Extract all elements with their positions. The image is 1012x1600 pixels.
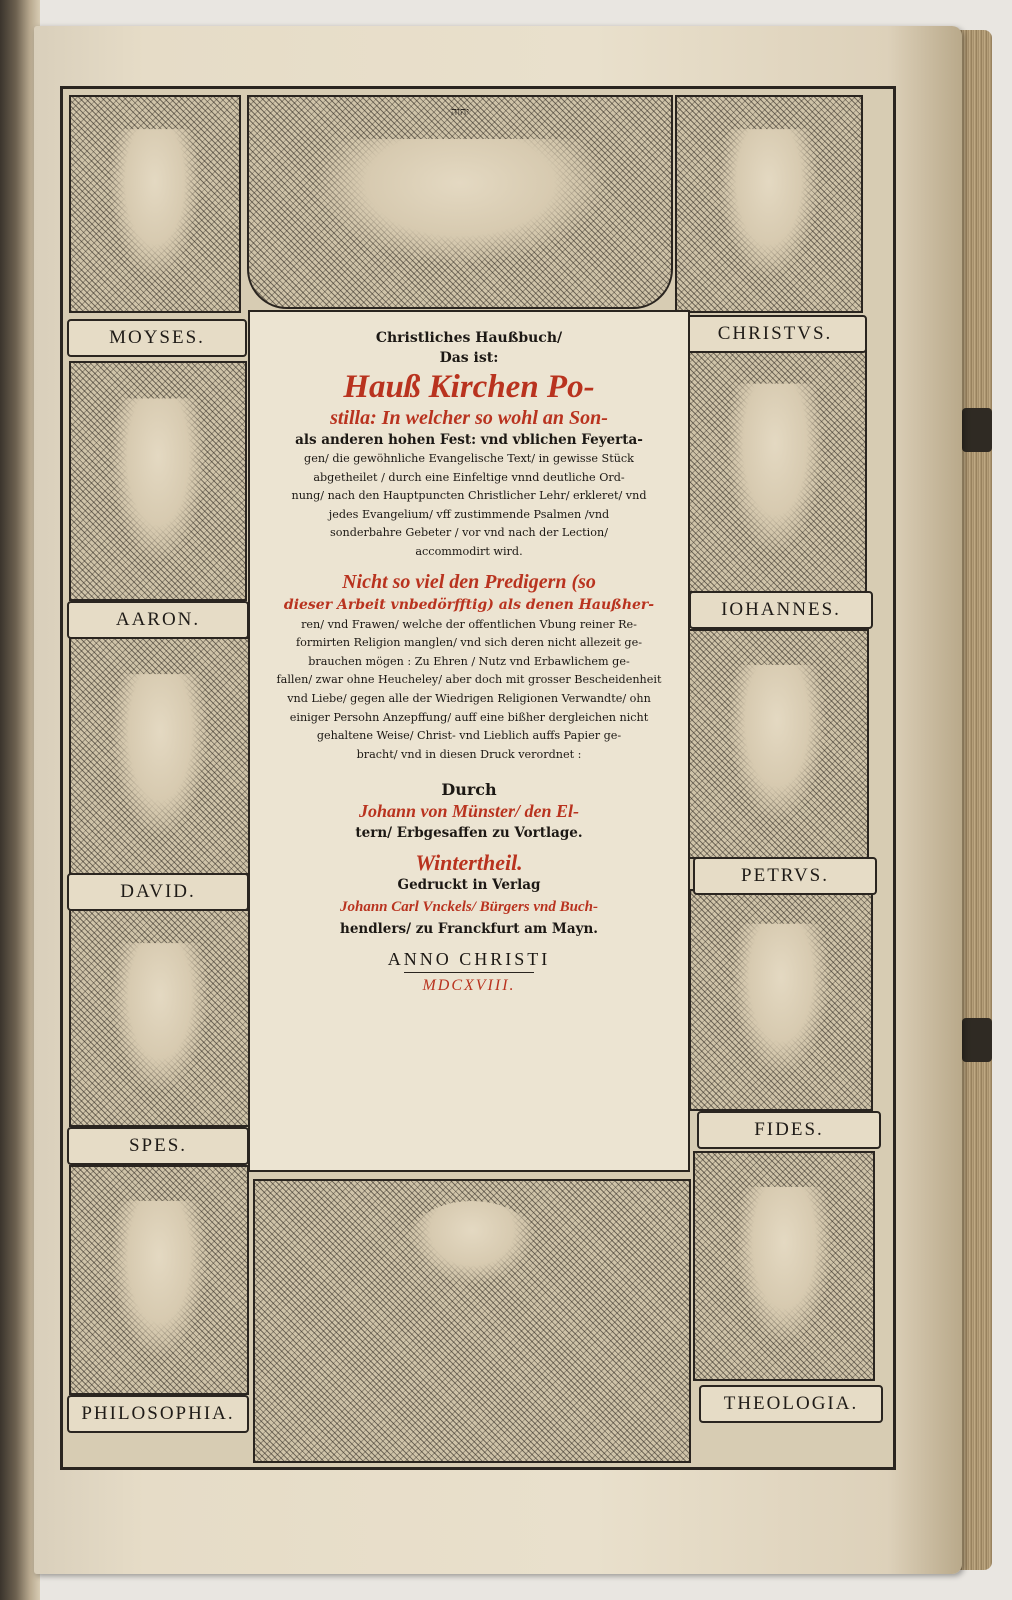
title-line-3: als anderen hohen Fest: vnd vblichen Feyerta-: [295, 432, 643, 448]
label-fides: FIDES.: [697, 1111, 881, 1149]
book-clasp-top: [962, 408, 992, 452]
book-clasp-bottom: [962, 1018, 992, 1062]
figure-moyses: [109, 129, 201, 279]
figure-aaron: [110, 398, 206, 563]
title-line-1: Christliches Haußbuch/: [375, 330, 563, 346]
author-line-2: tern/ Erbgesaffen zu Vortlage.: [355, 825, 583, 842]
durch: Durch: [441, 780, 497, 800]
label-theologia: THEOLOGIA.: [699, 1385, 883, 1423]
panel-theologia: [693, 1151, 875, 1381]
subtitle-red-2: dieser Arbeit vnbedörfftig) als denen Haußher-: [283, 596, 655, 613]
subtitle-text-1: formirten Religion manglen/ vnd sich deren nicht allezeit ge-: [295, 636, 642, 650]
figure-spes: [111, 943, 209, 1093]
anno-christi: ANNO CHRISTI: [387, 949, 551, 970]
title-text-2: nung/ nach den Hauptpuncten Christlicher Lehr/ erkleret/ vnd: [291, 489, 647, 503]
title-text-1: abgetheilet / durch eine Einfeltige vnnd deutliche Ord-: [313, 470, 625, 484]
label-philosophia: PHILOSOPHIA.: [67, 1395, 249, 1433]
part-name: Wintertheil.: [415, 850, 523, 876]
panel-aaron: [69, 361, 247, 601]
printer-line-2: hendlers/ zu Franckfurt am Mayn.: [340, 921, 598, 938]
hebrew-inscription-top: יהוה: [450, 105, 470, 118]
figure-petrus: [728, 665, 827, 823]
panel-spes: [69, 909, 251, 1127]
subtitle-text-0: ren/ vnd Frawen/ welche der offentlichen Vbung reiner Re-: [301, 617, 637, 631]
label-iohannes: IOHANNES.: [689, 591, 873, 629]
title-block: [248, 310, 690, 1172]
panel-iohannes: [683, 345, 867, 593]
figure-theologia: [735, 1187, 833, 1345]
label-aaron: AARON.: [67, 601, 249, 639]
figure-philosophia: [111, 1201, 208, 1359]
title-text-5: accommodirt wird.: [415, 544, 523, 558]
figure-heavenly-host: [312, 139, 607, 265]
panel-david: [69, 637, 251, 875]
figure-david: [111, 674, 209, 838]
label-moyses: MOYSES.: [67, 319, 247, 357]
year-roman: MDCXVIII.: [422, 977, 516, 995]
subtitle-text-7: bracht/ vnd in diesen Druck verordnet :: [356, 747, 582, 761]
printed-by: Gedruckt in Verlag: [397, 877, 541, 894]
title-main-2: stilla: In welcher so wohl an Son-: [330, 407, 608, 429]
subtitle-text-2: brauchen mögen : Zu Ehren / Nutz vnd Erbawlichem ge-: [308, 654, 630, 668]
subtitle-text-4: vnd Liebe/ gegen alle der Wiedrigen Religionen Verwandte/ ohn: [287, 691, 651, 705]
figure-celestial-sphere: [407, 1201, 537, 1285]
subtitle-text-6: gehaltene Weise/ Christ- vnd Lieblich auffs Papier ge-: [316, 729, 622, 743]
author-line-1: Johann von Münster/ den El-: [358, 801, 580, 822]
panel-philosophia: [69, 1165, 249, 1395]
subtitle-text-5: einiger Persohn Anzepffung/ auff eine bißher dergleichen nicht: [289, 710, 649, 724]
divider-rule: [404, 972, 534, 973]
figure-christus: [718, 129, 819, 279]
title-main-1: Hauß Kirchen Po-: [343, 369, 595, 405]
label-spes: SPES.: [67, 1127, 249, 1165]
subtitle-text-3: fallen/ zwar ohne Heucheley/ aber doch mit grosser Bescheidenheit: [276, 673, 662, 687]
panel-fides: [689, 889, 873, 1111]
panel-moyses: [69, 95, 241, 313]
title-line-2: Das ist:: [439, 350, 499, 366]
panel-top-heavenly-scene: [247, 95, 673, 309]
panel-christus: [675, 95, 863, 313]
label-david: DAVID.: [67, 873, 249, 911]
panel-petrus: [685, 629, 869, 859]
printer-line-1: Johann Carl Vnckels/ Bürgers vnd Buch-: [340, 899, 598, 916]
figure-iohannes: [726, 384, 825, 555]
title-text-4: sonderbahre Gebeter / vor vnd nach der Lection/: [330, 526, 608, 540]
title-text-3: jedes Evangelium/ vff zustimmende Psalmen /vnd: [328, 507, 610, 521]
label-christus: CHRISTVS.: [683, 315, 867, 353]
page-edges: [958, 30, 992, 1570]
figure-fides: [732, 924, 831, 1077]
label-petrus: PETRVS.: [693, 857, 877, 895]
subtitle-red-1: Nicht so viel den Predigern (so: [342, 570, 596, 593]
title-text-0: gen/ die gewöhnliche Evangelische Text/ in gewisse Stück: [304, 452, 634, 465]
panel-bottom-cosmic-scene: [253, 1179, 691, 1463]
